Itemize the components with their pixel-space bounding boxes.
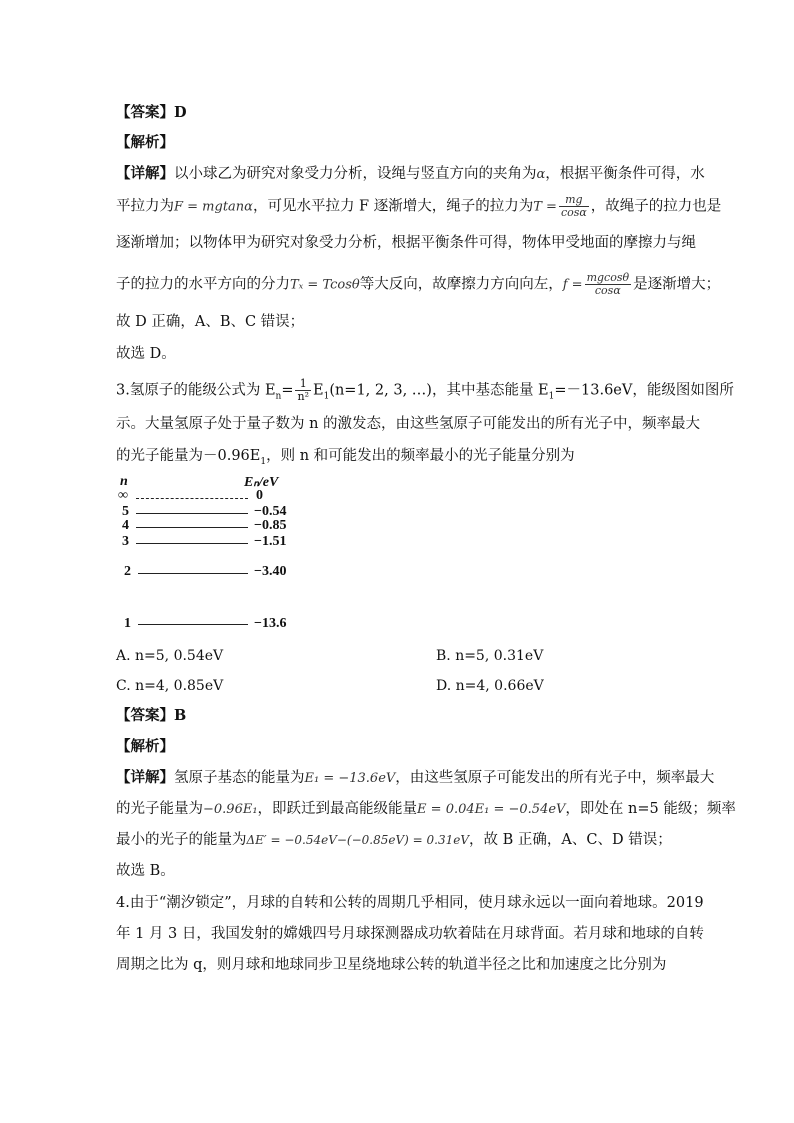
q4-stem-line-2: 年 1 月 3 日，我国发射的嫦娥四号月球探测器成功软着陆在月球背面。若月球和地球的自转	[116, 926, 704, 942]
level-e-2: −3.40	[254, 564, 287, 579]
q2-detail-line-4: 子的拉力的水平方向的分力Tₓ = Tcosθ等大反向，故摩擦力方向向左，f = $\frac{mgcos\theta}{\cos\alpha}$ 是逐渐增大；	[116, 271, 721, 297]
level-e-3: −1.51	[254, 534, 287, 549]
q3-choose: 故选 B。	[116, 863, 175, 879]
q2-detail-line-5: 故 D 正确，A、B、C 错误；	[116, 314, 305, 330]
q4-stem-line-1: 4.由于“潮汐锁定”，月球的自转和公转的周期几乎相同，使月球永远以一面向着地球。2019	[116, 895, 704, 911]
level-n-2: 2	[124, 564, 131, 579]
option-c[interactable]: C. n=4, 0.85eV	[116, 678, 224, 694]
option-a[interactable]: A. n=5, 0.54eV	[116, 648, 224, 664]
q2-detail-line-3: 逐渐增加；以物体甲为研究对象受力分析，根据平衡条件可得，物体甲受地面的摩擦力与绳	[116, 235, 696, 251]
level-line-inf	[136, 498, 248, 499]
level-e-4: −0.85	[254, 518, 287, 533]
level-e-1: −13.6	[254, 616, 287, 631]
q3-detail-line-2: 的光子能量为−0.96E₁，即跃迁到最高能级能量E = 0.04E₁ = −0.54eV，即处在 n=5 能级；频率	[116, 801, 736, 817]
q3-detail-line-1: 【详解】氢原子基态的能量为E₁ = −13.6eV，由这些氢原子可能发出的所有光子中，频率最大	[116, 769, 715, 786]
level-n-1: 1	[124, 616, 131, 631]
q3-answer: 【答案】B	[116, 707, 187, 724]
level-line-2	[138, 573, 248, 574]
level-e-5: −0.54	[254, 504, 287, 519]
option-b[interactable]: B. n=5, 0.31eV	[436, 648, 544, 664]
level-e-inf: 0	[256, 488, 263, 503]
option-d[interactable]: D. n=4, 0.66eV	[436, 678, 544, 694]
level-line-1	[138, 624, 248, 625]
q3-stem-line-3: 的光子能量为$-0.96E_1$，则 n 和可能发出的频率最小的光子能量分别为	[116, 448, 575, 467]
detail-label: 【详解】	[116, 165, 174, 182]
level-n-inf: ∞	[118, 488, 128, 503]
q2-analysis-label: 【解析】	[116, 134, 174, 151]
tension-fraction: $\frac{mg}{\cos\alpha}$	[560, 193, 587, 219]
q3-analysis-label: 【解析】	[116, 738, 174, 755]
friction-fraction: $\frac{mgcos\theta}{\cos\alpha}$	[586, 271, 630, 297]
level-formula-fraction: $\frac{1}{\text{n²}}$	[297, 377, 309, 403]
q2-detail-line-1: 【详解】以小球乙为研究对象受力分析，设绳与竖直方向的夹角为α，根据平衡条件可得，水	[116, 165, 705, 182]
q4-stem-line-3: 周期之比为 q，则月球和地球同步卫星绕地球公转的轨道半径之比和加速度之比分别为	[116, 957, 667, 973]
level-n-5: 5	[122, 504, 129, 519]
level-line-3	[136, 543, 248, 544]
q3-detail-line-3: 最小的光子的能量为ΔE′ = −0.54eV−(−0.85eV) = 0.31eV，故 B 正确，A、C、D 错误；	[116, 832, 672, 848]
q2-choose: 故选 D。	[116, 346, 176, 362]
level-n-4: 4	[122, 518, 129, 533]
q3-stem-line-2: 示。大量氢原子处于量子数为 n 的激发态，由这些氢原子可能发出的所有光子中，频率最大	[116, 416, 701, 432]
q2-detail-line-2: 平拉力为F = mgtanα，可见水平拉力 F 逐渐增大，绳子的拉力为T = $\frac{mg}{\cos\alpha}$ ，故绳子的拉力也是	[116, 193, 722, 219]
energy-level-diagram	[116, 474, 316, 634]
level-line-4	[136, 527, 248, 528]
q3-stem-line-1: 3.氢原子的能级公式为 $E_n=$ $\frac{1}{\text{n²}}$ $E_1(n=1$, 2, 3, …)，其中基态能量 $E_1=-13.6eV$，能级图如图所	[116, 377, 734, 403]
level-n-3: 3	[122, 534, 129, 549]
q2-answer: 【答案】D	[116, 104, 187, 121]
diagram-e-header: Eₙ/eV	[244, 475, 279, 490]
diagram-n-header: n	[120, 474, 128, 489]
level-line-5	[136, 513, 248, 514]
